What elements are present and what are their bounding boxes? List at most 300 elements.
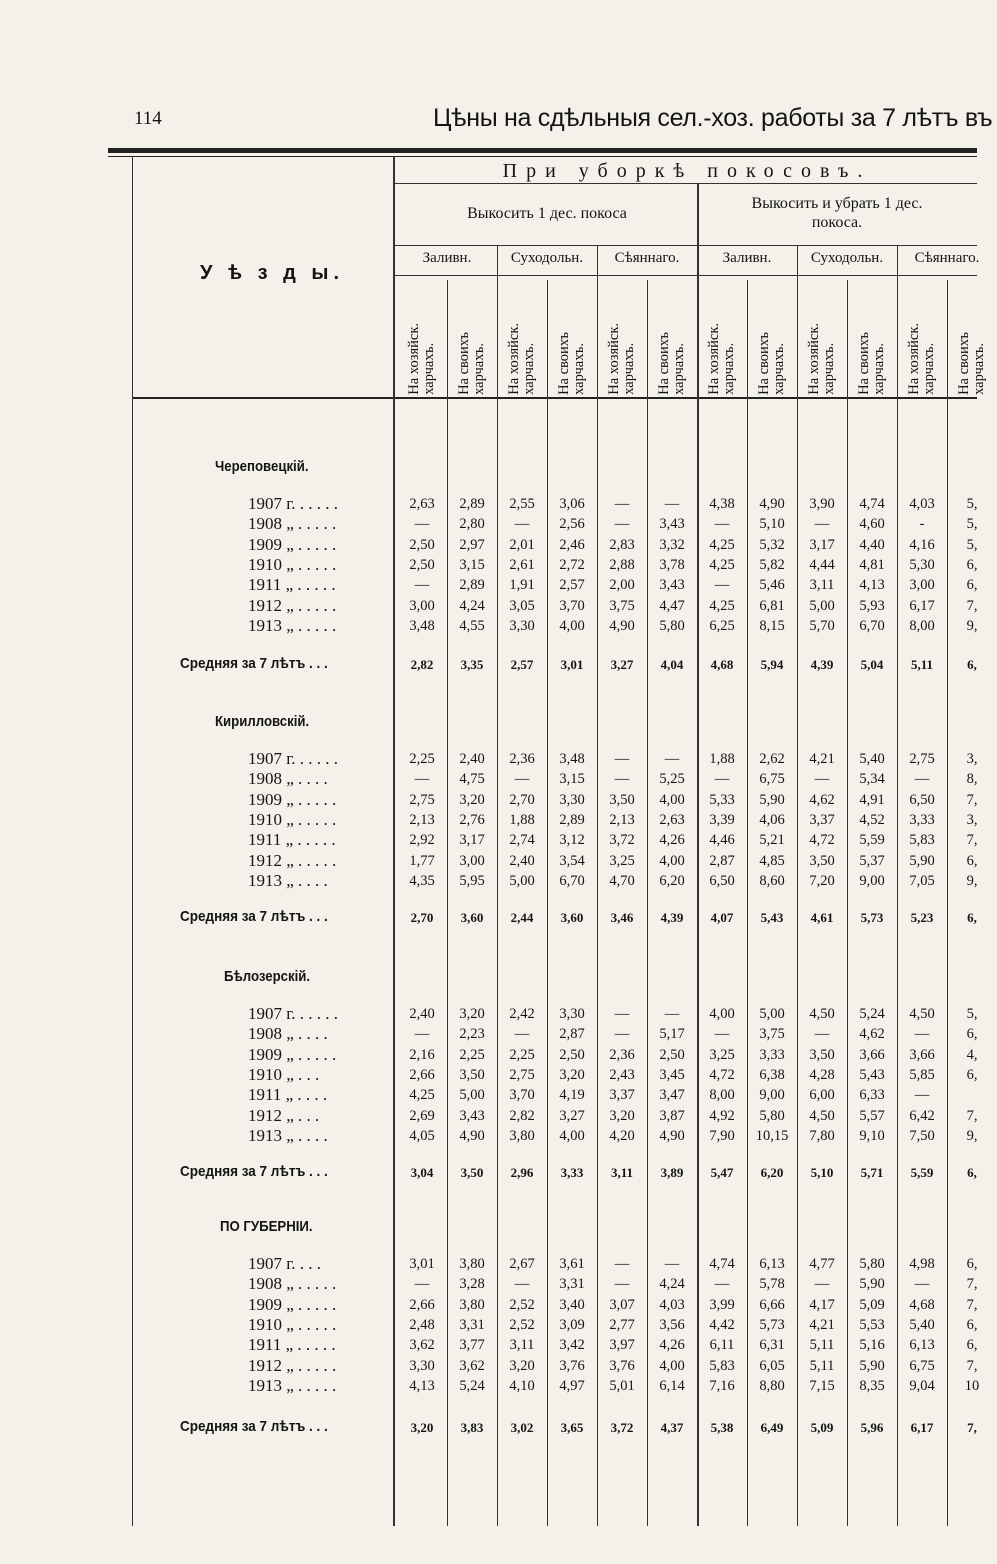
table-cell: 4,60 bbox=[859, 516, 885, 533]
table-cell: 6, bbox=[966, 1066, 978, 1083]
average-cell: 3,50 bbox=[460, 1165, 484, 1180]
table-cell: 2,62 bbox=[759, 751, 785, 767]
table-cell: 4,28 bbox=[809, 1066, 835, 1083]
table-cell: 9,00 bbox=[859, 872, 885, 889]
year-label: 1910 „ . . . . . bbox=[248, 1314, 337, 1334]
table-cell: 4,97 bbox=[559, 1377, 585, 1394]
column-header bbox=[697, 285, 747, 395]
table-cell: 3,50 bbox=[459, 1066, 485, 1083]
table-cell: 2,55 bbox=[509, 496, 535, 512]
table-cell: 2,40 bbox=[459, 751, 485, 767]
table-cell: 1,77 bbox=[409, 852, 435, 869]
table-cell: 3,54 bbox=[559, 852, 585, 869]
group-header: При уборкѣ покосовъ. bbox=[502, 160, 872, 182]
table-cell: 6,75 bbox=[909, 1357, 935, 1374]
table-cell: 3,28 bbox=[459, 1276, 485, 1293]
table-cell: 3,90 bbox=[809, 496, 835, 512]
table-cell: 2,92 bbox=[409, 832, 435, 849]
column-header bbox=[897, 285, 947, 395]
average-cell: 4,68 bbox=[710, 657, 734, 672]
average-cell: 5,59 bbox=[910, 1165, 934, 1180]
table-cell: 3,05 bbox=[509, 597, 535, 614]
table-cell: 6,70 bbox=[859, 617, 885, 634]
table-cell: 3,76 bbox=[609, 1357, 635, 1374]
table-cell: 4,90 bbox=[659, 1127, 685, 1144]
table-cell: 3,00 bbox=[909, 577, 935, 594]
table-cell: — bbox=[514, 516, 530, 533]
district-name: Бѣлозерскій. bbox=[224, 968, 311, 985]
table-cell: 6, bbox=[966, 1256, 978, 1272]
table-cell: 3,97 bbox=[609, 1337, 635, 1354]
average-cell: 3,65 bbox=[560, 1420, 584, 1435]
table-cell: 6,38 bbox=[759, 1066, 785, 1083]
table-cell: 5,43 bbox=[859, 1066, 885, 1083]
table-cell: 7, bbox=[966, 1296, 978, 1313]
table-cell: 6, bbox=[966, 577, 978, 594]
table-cell: 7, bbox=[966, 1107, 978, 1124]
average-cell: 2,96 bbox=[510, 1165, 534, 1180]
table-cell: 3,50 bbox=[609, 791, 635, 808]
average-cell: 6, bbox=[967, 657, 977, 672]
table-cell: 6,20 bbox=[659, 872, 685, 889]
table-cell: — bbox=[664, 496, 680, 512]
table-cell: 3,80 bbox=[459, 1296, 485, 1313]
table-cell: 5,95 bbox=[459, 872, 485, 889]
table-cell: 5,46 bbox=[759, 577, 785, 594]
table-cell: 1,88 bbox=[509, 811, 535, 828]
table-cell: 5,90 bbox=[859, 1276, 885, 1293]
column-header-text: На хозяйск. харчахъ. bbox=[806, 323, 837, 395]
table-cell: 4,46 bbox=[709, 832, 735, 849]
table-cell: 9,00 bbox=[759, 1087, 785, 1104]
column-header bbox=[547, 285, 597, 395]
column-header bbox=[497, 285, 547, 395]
table-cell: 4,40 bbox=[859, 536, 885, 553]
table-cell: 8,60 bbox=[759, 872, 785, 889]
year-label: 1911 „ . . . . . bbox=[248, 1335, 336, 1355]
table-cell: 3,77 bbox=[459, 1337, 485, 1354]
year-label: 1912 „ . . . bbox=[248, 1105, 320, 1125]
table-cell: 2,36 bbox=[509, 751, 535, 767]
average-label: Средняя за 7 лѣтъ . . . bbox=[180, 1163, 328, 1180]
table-cell: 5,10 bbox=[759, 516, 785, 533]
subgroup-header-mow: Выкосить 1 дес. покоса bbox=[467, 205, 627, 222]
table-cell: 4,50 bbox=[809, 1107, 835, 1124]
table-cell: 4,91 bbox=[859, 791, 885, 808]
table-cell: 2,48 bbox=[409, 1316, 435, 1333]
table-cell: 6,31 bbox=[759, 1337, 785, 1354]
average-cell: 5,10 bbox=[810, 1165, 834, 1180]
table-cell: 4,21 bbox=[809, 751, 835, 767]
year-label: 1910 „ . . . . . bbox=[248, 554, 337, 574]
year-label: 1913 „ . . . . . bbox=[248, 1375, 337, 1395]
table-cell: 7, bbox=[966, 1357, 978, 1374]
row-header-uezdy: У ѣ з д ы. bbox=[200, 262, 344, 284]
table-cell: 5,78 bbox=[759, 1276, 785, 1293]
table-cell: 4,70 bbox=[609, 872, 635, 889]
column-header bbox=[647, 285, 697, 395]
table-cell: 7,80 bbox=[809, 1127, 835, 1144]
table-cell: 4,00 bbox=[659, 852, 685, 869]
average-cell: 2,57 bbox=[510, 657, 534, 672]
table-cell: 4,75 bbox=[459, 771, 485, 788]
table-cell: — bbox=[514, 1026, 530, 1043]
year-label: 1908 „ . . . . bbox=[248, 769, 328, 789]
table-cell: 9, bbox=[966, 617, 978, 634]
average-cell: 3,72 bbox=[610, 1420, 634, 1435]
table-cell: 3,70 bbox=[559, 597, 585, 614]
table-cell: 7,20 bbox=[809, 872, 835, 889]
table-cell: 5,16 bbox=[859, 1337, 885, 1354]
table-cell: 6,17 bbox=[909, 597, 935, 614]
table-cell: 4,50 bbox=[809, 1006, 835, 1022]
table-cell: 2,89 bbox=[459, 496, 485, 512]
table-cell: 5,09 bbox=[859, 1296, 885, 1313]
page-number: 114 bbox=[134, 108, 162, 129]
table-cell: — bbox=[714, 1026, 730, 1043]
table-cell: 4,13 bbox=[859, 577, 885, 594]
table-cell: 2,69 bbox=[409, 1107, 435, 1124]
table-cell: 3,75 bbox=[759, 1026, 785, 1043]
year-label: 1907 г. . . . . . bbox=[248, 749, 339, 768]
table-cell: 3,48 bbox=[409, 617, 435, 634]
table-cell: 4,90 bbox=[609, 617, 635, 634]
table-cell: — bbox=[664, 1256, 680, 1272]
table-cell: 5,83 bbox=[709, 1357, 735, 1374]
table-cell: 5, bbox=[966, 536, 978, 553]
table-cell: 2,23 bbox=[459, 1026, 485, 1043]
table-cell: 2,75 bbox=[509, 1066, 535, 1083]
subgroup-header-mow-gather-line2: покоса. bbox=[811, 214, 863, 231]
table-cell: 3,30 bbox=[559, 791, 585, 808]
average-cell: 2,70 bbox=[410, 910, 434, 925]
year-label: 1912 „ . . . . . bbox=[248, 1355, 337, 1375]
table-cell: — bbox=[714, 1276, 730, 1293]
table-cell: 4,00 bbox=[659, 791, 685, 808]
table-cell: 3,17 bbox=[809, 536, 835, 553]
table-cell: 4,92 bbox=[709, 1107, 735, 1124]
table-cell: 2,52 bbox=[509, 1316, 535, 1333]
table-cell: 5,21 bbox=[759, 832, 785, 849]
table-cell: 3,39 bbox=[709, 811, 735, 828]
district-name: ПО ГУБЕРНІИ. bbox=[220, 1218, 313, 1235]
table-cell: 2,56 bbox=[559, 516, 585, 533]
table-cell: 5,80 bbox=[859, 1256, 885, 1272]
table-cell: 5,90 bbox=[909, 852, 935, 869]
table-cell: 3,87 bbox=[659, 1107, 685, 1124]
kind-header: Сѣяннаго. bbox=[614, 250, 680, 266]
table-cell: 4,20 bbox=[609, 1127, 635, 1144]
year-label: 1913 „ . . . . bbox=[248, 870, 328, 890]
table-cell: 6,75 bbox=[759, 771, 785, 788]
district-name: Кирилловскій. bbox=[215, 713, 310, 730]
table-cell: — bbox=[914, 1087, 930, 1104]
table-cell: 3,20 bbox=[459, 791, 485, 808]
table-cell: 2,66 bbox=[409, 1296, 435, 1313]
table-cell: 2,01 bbox=[509, 536, 535, 553]
table-cell: 2,40 bbox=[509, 852, 535, 869]
table-cell: — bbox=[614, 1006, 630, 1022]
table-cell: 5, bbox=[966, 1006, 978, 1022]
table-cell: 4,81 bbox=[859, 556, 885, 573]
table-cell: 2,97 bbox=[459, 536, 485, 553]
average-cell: 5,11 bbox=[910, 657, 934, 672]
table-cell: 4,35 bbox=[409, 872, 435, 889]
table-cell: 3,43 bbox=[659, 516, 685, 533]
table-cell: 4,62 bbox=[809, 791, 835, 808]
table-cell: 5,80 bbox=[759, 1107, 785, 1124]
table-cell: 5, bbox=[966, 516, 978, 533]
average-label: Средняя за 7 лѣтъ . . . bbox=[180, 908, 328, 925]
column-header-text: На хозяйск. харчахъ. bbox=[906, 323, 937, 395]
table-cell: — bbox=[664, 751, 680, 767]
table-cell: 2,25 bbox=[459, 1046, 485, 1063]
table-cell: 8,15 bbox=[759, 617, 785, 634]
table-cell: 5,00 bbox=[809, 597, 835, 614]
table-cell: 3,11 bbox=[809, 577, 835, 594]
table-cell: 4,85 bbox=[759, 852, 785, 869]
table-cell: 4,24 bbox=[659, 1276, 685, 1293]
column-header-text: На своихъ харчахъ. bbox=[756, 332, 787, 395]
average-cell: 5,09 bbox=[810, 1420, 834, 1435]
table-cell: 2,82 bbox=[509, 1107, 535, 1124]
table-cell: 3,12 bbox=[559, 832, 585, 849]
subgroup-header-mow-gather-line1: Выкосить и убрать 1 дес. bbox=[751, 195, 923, 212]
table-cell: 5,34 bbox=[859, 771, 885, 788]
table-cell: 7, bbox=[966, 791, 978, 808]
table-cell: 3,80 bbox=[509, 1127, 535, 1144]
table-cell: 5,00 bbox=[509, 872, 535, 889]
average-cell: 3,01 bbox=[560, 657, 584, 672]
table-cell: 6,14 bbox=[659, 1377, 685, 1394]
column-header-text: На своихъ харчахъ. bbox=[956, 332, 987, 395]
table-cell: 6, bbox=[966, 1316, 978, 1333]
average-cell: 3,27 bbox=[610, 657, 634, 672]
table-cell: 4,00 bbox=[559, 1127, 585, 1144]
table-cell: 5,33 bbox=[709, 791, 735, 808]
left-table-border bbox=[132, 156, 133, 1526]
table-cell: 4,90 bbox=[759, 496, 785, 512]
table-cell: 6,66 bbox=[759, 1296, 785, 1313]
table-cell: 3,72 bbox=[609, 832, 635, 849]
table-cell: 5,00 bbox=[759, 1006, 785, 1022]
table-cell: 2,63 bbox=[659, 811, 685, 828]
table-cell: 6,00 bbox=[809, 1087, 835, 1104]
header-bottom-rule bbox=[132, 397, 977, 399]
table-cell: 5,53 bbox=[859, 1316, 885, 1333]
table-cell: 6,70 bbox=[559, 872, 585, 889]
table-cell: 4,25 bbox=[709, 597, 735, 614]
table-cell: 4,03 bbox=[659, 1296, 685, 1313]
table-cell: 3,25 bbox=[709, 1046, 735, 1063]
table-cell: 7, bbox=[966, 1276, 978, 1293]
table-cell: 5,90 bbox=[759, 791, 785, 808]
average-cell: 6,17 bbox=[910, 1420, 934, 1435]
table-cell: 3, bbox=[966, 751, 978, 767]
column-header-text: На хозяйск. харчахъ. bbox=[506, 323, 537, 395]
table-cell: 6,42 bbox=[909, 1107, 935, 1124]
table-cell: 3,66 bbox=[859, 1046, 885, 1063]
table-cell: 4,77 bbox=[809, 1256, 835, 1272]
year-label: 1908 „ . . . . bbox=[248, 1024, 328, 1044]
table-cell: 7,90 bbox=[709, 1127, 735, 1144]
table-cell: 4,17 bbox=[809, 1296, 835, 1313]
header-rule-kind bbox=[395, 275, 977, 276]
average-cell: 5,71 bbox=[860, 1165, 884, 1180]
table-cell: 2,67 bbox=[509, 1256, 535, 1272]
average-cell: 6,49 bbox=[760, 1420, 784, 1435]
average-cell: 5,04 bbox=[860, 657, 884, 672]
table-cell: — bbox=[614, 1256, 630, 1272]
table-cell: 3,27 bbox=[559, 1107, 585, 1124]
kind-header: Заливн. bbox=[722, 250, 772, 266]
table-cell: 5,93 bbox=[859, 597, 885, 614]
table-cell: 7,05 bbox=[909, 872, 935, 889]
average-cell: 3,46 bbox=[610, 910, 634, 925]
table-cell: 5,32 bbox=[759, 536, 785, 553]
column-header bbox=[597, 285, 647, 395]
table-cell: 2,66 bbox=[409, 1066, 435, 1083]
table-cell: 5,11 bbox=[809, 1357, 835, 1374]
average-cell: 2,82 bbox=[410, 657, 434, 672]
table-cell: 5,90 bbox=[859, 1357, 885, 1374]
table-cell: 3,32 bbox=[659, 536, 685, 553]
table-cell: 4,38 bbox=[709, 496, 735, 512]
year-label: 1910 „ . . . . . bbox=[248, 809, 337, 829]
top-thin-rule bbox=[108, 156, 977, 157]
table-cell: 7,15 bbox=[809, 1377, 835, 1394]
table-cell: 2,50 bbox=[409, 536, 435, 553]
table-cell: — bbox=[614, 771, 630, 788]
column-header bbox=[797, 285, 847, 395]
average-cell: 4,61 bbox=[810, 910, 834, 925]
table-cell: 3,45 bbox=[659, 1066, 685, 1083]
table-cell: 2,83 bbox=[609, 536, 635, 553]
average-cell: 2,44 bbox=[510, 910, 534, 925]
table-cell: 4,06 bbox=[759, 811, 785, 828]
year-label: 1907 г. . . . bbox=[248, 1254, 322, 1273]
year-label: 1909 „ . . . . . bbox=[248, 1044, 337, 1064]
table-cell: 3,37 bbox=[809, 811, 835, 828]
table-cell: 6,81 bbox=[759, 597, 785, 614]
table-cell: 1,88 bbox=[709, 751, 735, 767]
table-cell: 2,75 bbox=[909, 751, 935, 767]
table-cell: — bbox=[664, 1006, 680, 1022]
table-cell: 2,13 bbox=[609, 811, 635, 828]
table-cell: — bbox=[714, 516, 730, 533]
table-cell: 3,00 bbox=[409, 597, 435, 614]
table-cell: 5,40 bbox=[909, 1316, 935, 1333]
table-cell: 3,15 bbox=[459, 556, 485, 573]
table-cell: 6, bbox=[966, 556, 978, 573]
table-cell: 3,31 bbox=[559, 1276, 585, 1293]
table-cell: 3,99 bbox=[709, 1296, 735, 1313]
table-cell: 3,62 bbox=[409, 1337, 435, 1354]
table-cell: 3,07 bbox=[609, 1296, 635, 1313]
table-cell: 2,77 bbox=[609, 1316, 635, 1333]
table-cell: 9,10 bbox=[859, 1127, 885, 1144]
table-cell: 5,01 bbox=[609, 1377, 635, 1394]
table-cell: 4,00 bbox=[559, 617, 585, 634]
table-cell: 3,50 bbox=[809, 1046, 835, 1063]
table-cell: 2,25 bbox=[509, 1046, 535, 1063]
table-cell: 3,70 bbox=[509, 1087, 535, 1104]
table-cell: 3,50 bbox=[809, 852, 835, 869]
table-cell: 2,89 bbox=[559, 811, 585, 828]
table-cell: 8,35 bbox=[859, 1377, 885, 1394]
table-cell: 3,75 bbox=[609, 597, 635, 614]
table-cell: 4,19 bbox=[559, 1087, 585, 1104]
average-label: Средняя за 7 лѣтъ . . . bbox=[180, 655, 328, 672]
table-cell: 5,83 bbox=[909, 832, 935, 849]
table-cell: — bbox=[514, 771, 530, 788]
table-cell: 5,25 bbox=[659, 771, 685, 788]
table-cell: 5,73 bbox=[759, 1316, 785, 1333]
year-label: 1911 „ . . . . bbox=[248, 1085, 328, 1105]
column-header-text: На своихъ харчахъ. bbox=[456, 332, 487, 395]
column-header bbox=[747, 285, 797, 395]
table-cell: — bbox=[914, 771, 930, 788]
year-label: 1912 „ . . . . . bbox=[248, 595, 337, 615]
table-cell: 5,30 bbox=[909, 556, 935, 573]
table-cell: 2,87 bbox=[559, 1026, 585, 1043]
table-cell: 2,50 bbox=[409, 556, 435, 573]
table-cell: 3,43 bbox=[459, 1107, 485, 1124]
table-cell: 2,43 bbox=[609, 1066, 635, 1083]
table-cell: 2,74 bbox=[509, 832, 535, 849]
table-cell: 4,72 bbox=[809, 832, 835, 849]
table-cell: 4,26 bbox=[659, 1337, 685, 1354]
table-cell: — bbox=[914, 1276, 930, 1293]
table-cell: — bbox=[814, 1026, 830, 1043]
average-cell: 5,96 bbox=[860, 1420, 884, 1435]
table-cell: 2,80 bbox=[459, 516, 485, 533]
table-cell: 9, bbox=[966, 1127, 978, 1144]
table-cell: 4,03 bbox=[909, 496, 935, 512]
table-cell: 4,74 bbox=[709, 1256, 735, 1272]
table-cell: 6,50 bbox=[909, 791, 935, 808]
table-cell: 3,31 bbox=[459, 1316, 485, 1333]
table-cell: 7, bbox=[966, 597, 978, 614]
table-cell: 3,20 bbox=[559, 1066, 585, 1083]
table-cell: 3,61 bbox=[559, 1256, 585, 1272]
table-cell: 3,48 bbox=[559, 751, 585, 767]
average-cell: 3,02 bbox=[510, 1420, 534, 1435]
table-cell: 5,80 bbox=[659, 617, 685, 634]
table-cell: 3,47 bbox=[659, 1087, 685, 1104]
table-cell: 3,20 bbox=[459, 1006, 485, 1022]
kind-header: Суходольн. bbox=[510, 250, 584, 266]
year-label: 1913 „ . . . . . bbox=[248, 615, 337, 635]
table-cell: 4,24 bbox=[459, 597, 485, 614]
year-label: 1908 „ . . . . . bbox=[248, 514, 337, 534]
table-cell: 4,90 bbox=[459, 1127, 485, 1144]
table-cell: 3,80 bbox=[459, 1256, 485, 1272]
table-cell: 2,52 bbox=[509, 1296, 535, 1313]
table-cell: — bbox=[714, 771, 730, 788]
column-header bbox=[847, 285, 897, 395]
year-label: 1908 „ . . . . . bbox=[248, 1274, 337, 1294]
table-cell: — bbox=[414, 1026, 430, 1043]
table-cell: 2,87 bbox=[709, 852, 735, 869]
table-cell: 3,30 bbox=[559, 1006, 585, 1022]
table-cell: — bbox=[414, 1276, 430, 1293]
table-cell: 3,20 bbox=[509, 1357, 535, 1374]
table-cell: 4,47 bbox=[659, 597, 685, 614]
district-name: Череповецкій. bbox=[215, 458, 309, 475]
table-cell: — bbox=[914, 1026, 930, 1043]
year-label: 1912 „ . . . . . bbox=[248, 850, 337, 870]
